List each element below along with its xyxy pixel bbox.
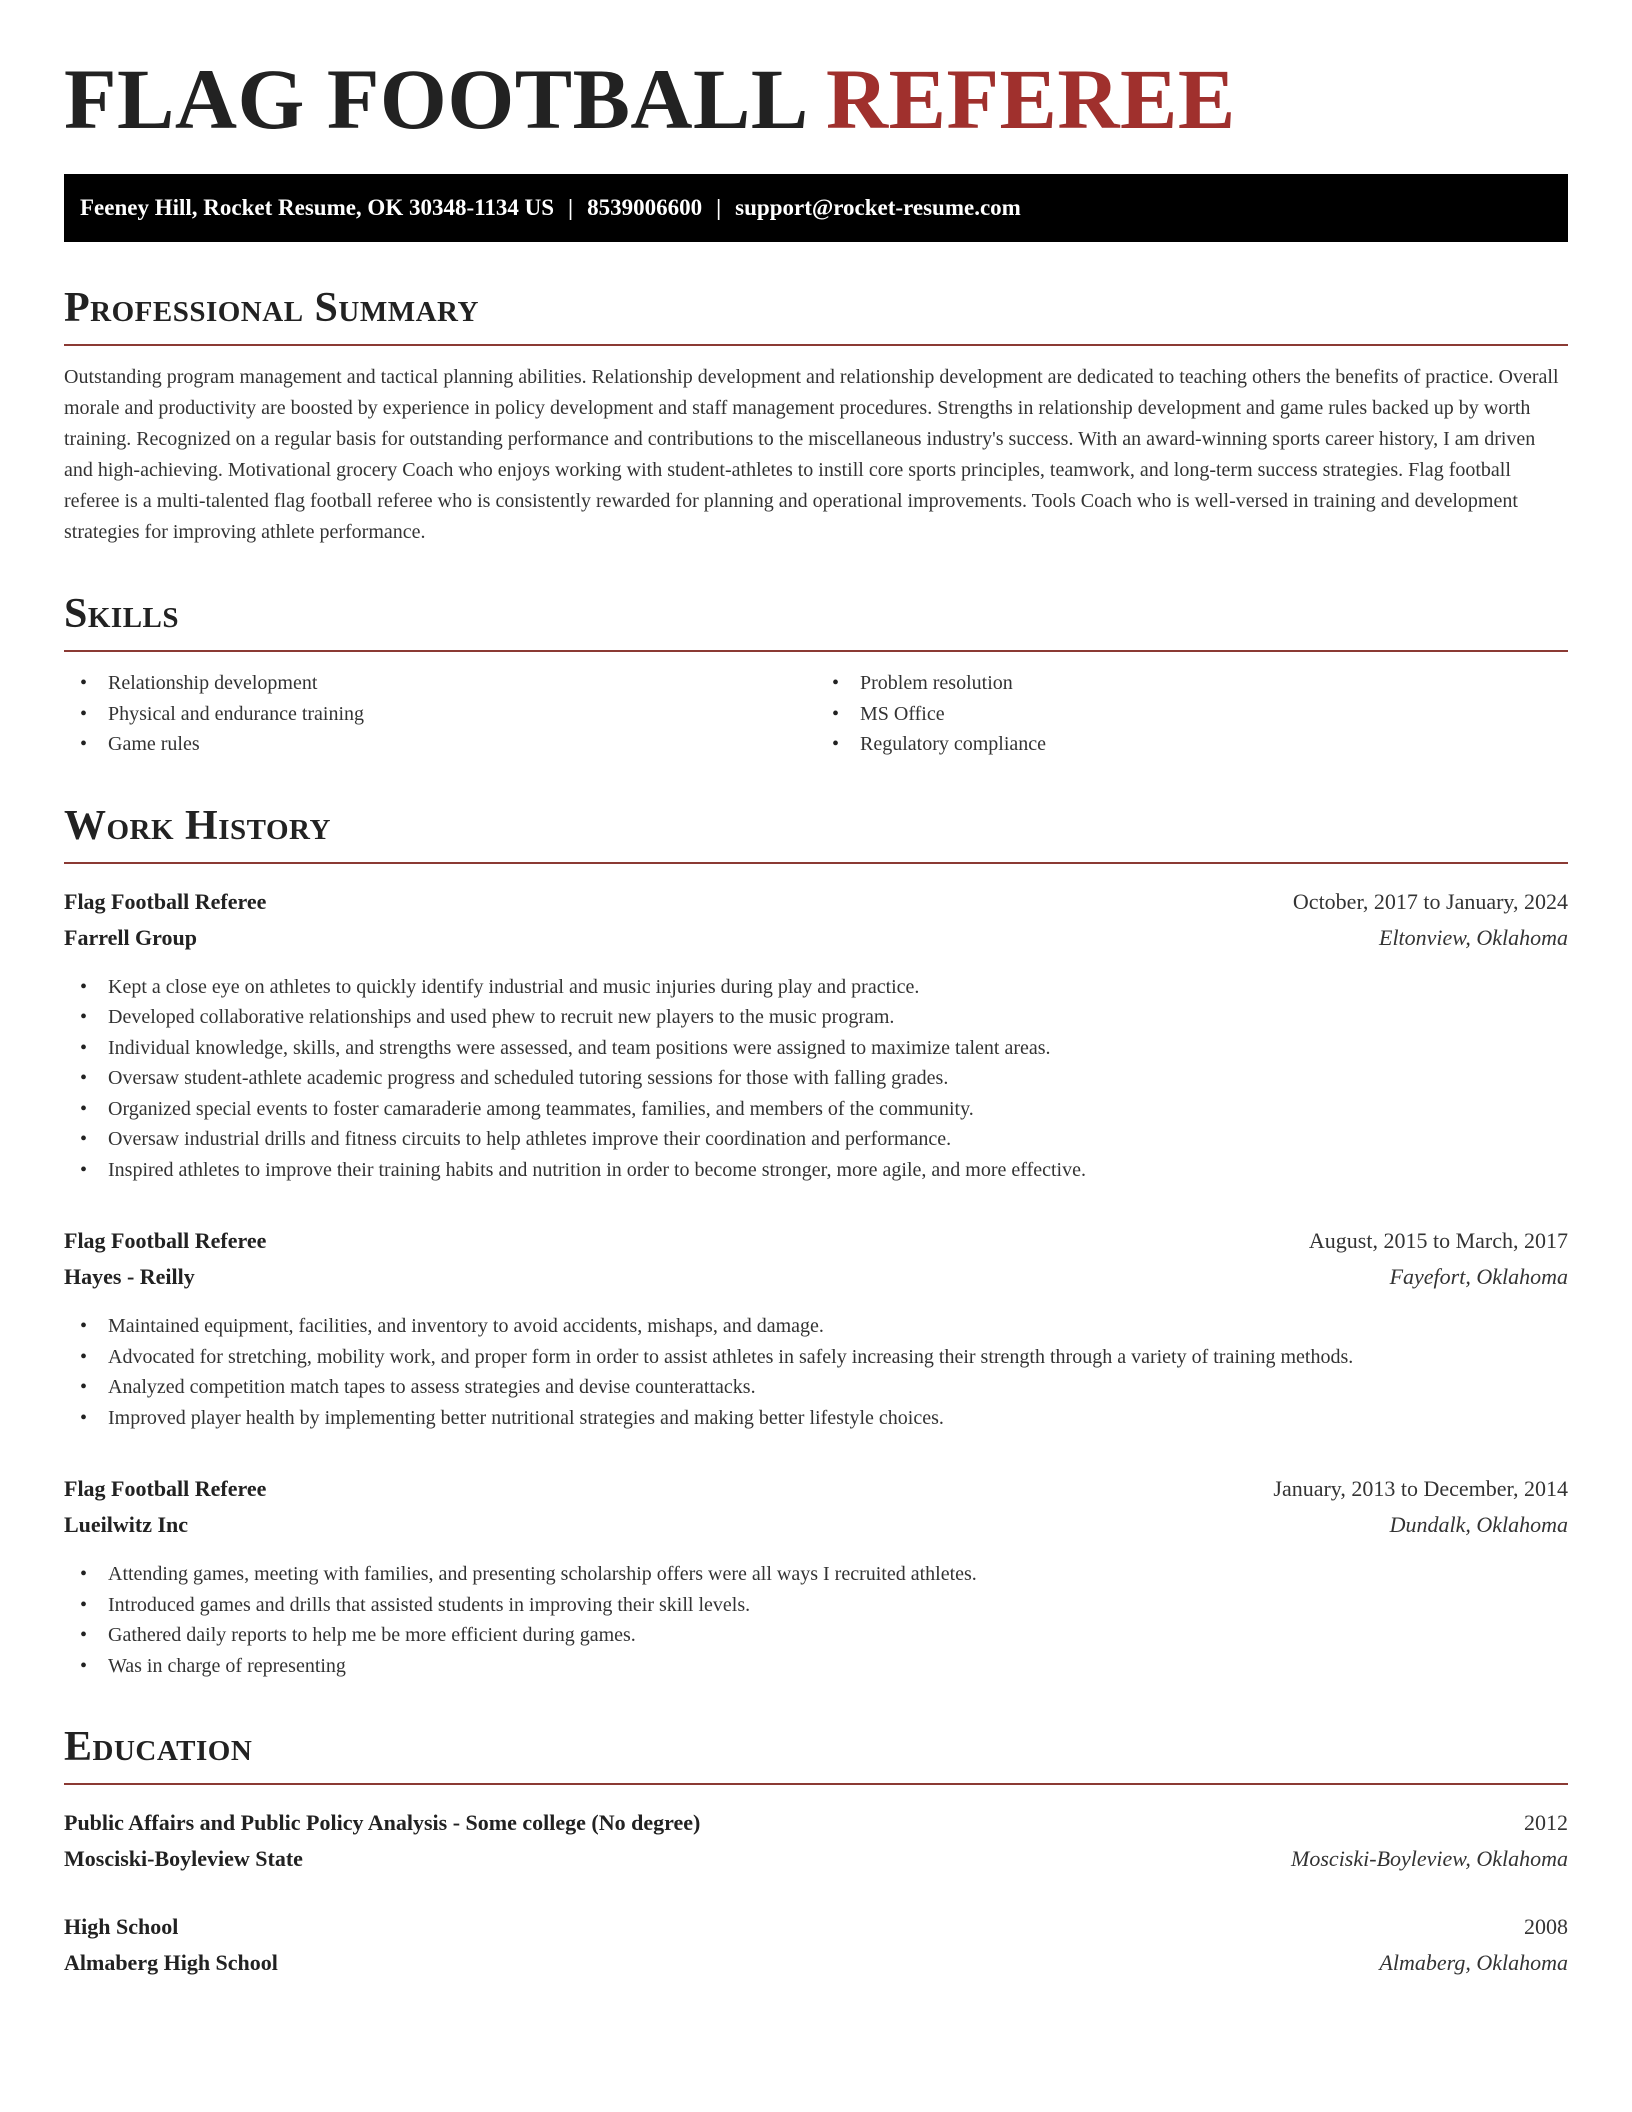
work-history-section bbox=[64, 804, 1568, 1682]
job-bullet: • Gathered daily reports to help me be more efficient during games. bbox=[64, 1620, 1568, 1651]
education-school: Mosciski-Boyleview State bbox=[64, 1846, 303, 1872]
education-section bbox=[64, 1725, 1568, 1981]
job-bullet: • Maintained equipment, facilities, and inventory to avoid accidents, mishaps, and damage. bbox=[64, 1311, 1568, 1342]
summary-heading: Professional Summary bbox=[64, 285, 479, 331]
job-location: Fayefort, Oklahoma bbox=[1389, 1264, 1568, 1290]
job-dates: January, 2013 to December, 2014 bbox=[1273, 1476, 1568, 1502]
job-company: Farrell Group bbox=[64, 924, 198, 950]
job-dates: October, 2017 to January, 2024 bbox=[1292, 888, 1568, 914]
education-school-row bbox=[64, 1841, 1568, 1877]
section-divider bbox=[64, 862, 1568, 864]
education-location: Mosciski-Boyleview, Oklahoma bbox=[1291, 1846, 1568, 1872]
education-degree: High School bbox=[64, 1914, 179, 1940]
job-position: Flag Football Referee bbox=[64, 1476, 267, 1502]
job-bullet: • Attending games, meeting with families, and presenting scholarship offers were all ways I recruited athletes. bbox=[64, 1559, 1568, 1590]
job-company: Hayes - Reilly bbox=[64, 1264, 195, 1290]
job-position: Flag Football Referee bbox=[64, 1228, 267, 1254]
job-position: Flag Football Referee bbox=[64, 888, 267, 914]
skill-item: • Problem resolution bbox=[860, 668, 1568, 699]
skills-column-left bbox=[64, 668, 816, 760]
job-company-row bbox=[64, 920, 1568, 956]
job-title-row bbox=[64, 1471, 1568, 1507]
job-entry bbox=[64, 884, 1568, 1186]
contact-bar bbox=[64, 174, 1568, 242]
job-bullets bbox=[64, 1559, 1568, 1681]
contact-address: Feeney Hill, Rocket Resume, OK 30348-1134 US bbox=[80, 195, 555, 220]
job-bullet: • Organized special events to foster camaraderie among teammates, families, and members of the community. bbox=[64, 1094, 1568, 1125]
job-bullets bbox=[64, 1311, 1568, 1433]
education-degree-row bbox=[64, 1909, 1568, 1945]
job-bullet: • Individual knowledge, skills, and strengths were assessed, and team positions were assigned to maximize talent areas. bbox=[64, 1033, 1568, 1064]
job-company-row bbox=[64, 1507, 1568, 1543]
summary-text: Outstanding program management and tactical planning abilities. Relationship development and relationship development are dedicated to teaching others the benefits of practice. Overall morale and productivity are boosted by experience in policy development and staff management procedures. Strengths in relationship development and game rules backed up by worth training. Recognized on a regular basis for outstanding performance and contributions to the miscellaneous industry's success. With an award-winning sports career history, I am driven and high-achieving. Motivational grocery Coach who enjoys working with student-athletes to instill core sports principles, teamwork, and long-term success strategies. Flag football referee is a multi-talented flag football referee who is consistently rewarded for planning and operational improvements. Tools Coach who is well-versed in training and development strategies for improving athlete performance. bbox=[64, 366, 1559, 544]
job-location: Eltonview, Oklahoma bbox=[1379, 924, 1568, 950]
contact-phone: 8539006600 bbox=[587, 195, 703, 220]
education-heading: Education bbox=[64, 1724, 253, 1771]
skills-section bbox=[64, 592, 1568, 760]
job-title-row bbox=[64, 884, 1568, 920]
education-degree-row bbox=[64, 1805, 1568, 1841]
work-history-heading: Work History bbox=[64, 802, 331, 849]
job-entry bbox=[64, 1471, 1568, 1681]
job-company: Lueilwitz Inc bbox=[64, 1512, 189, 1538]
job-dates: August, 2015 to March, 2017 bbox=[1308, 1228, 1568, 1254]
summary-section bbox=[64, 286, 1568, 548]
skill-item: • MS Office bbox=[860, 699, 1568, 730]
resume-name bbox=[64, 51, 1568, 147]
contact-separator: | bbox=[568, 195, 574, 220]
job-bullet: • Kept a close eye on athletes to quickly identify industrial and music injuries during play and practice. bbox=[64, 972, 1568, 1003]
name-last: REFEREE bbox=[826, 51, 1236, 147]
skills-heading: Skills bbox=[64, 591, 180, 638]
skill-item: • Physical and endurance training bbox=[108, 699, 816, 730]
education-entry bbox=[64, 1909, 1568, 1981]
skills-column-right bbox=[816, 668, 1568, 760]
skill-item: • Relationship development bbox=[108, 668, 816, 699]
job-company-row bbox=[64, 1259, 1568, 1295]
contact-email: support@rocket-resume.com bbox=[735, 195, 1021, 220]
education-entry bbox=[64, 1805, 1568, 1877]
section-divider bbox=[64, 1783, 1568, 1785]
job-bullets bbox=[64, 972, 1568, 1186]
job-title-row bbox=[64, 1223, 1568, 1259]
contact-separator: | bbox=[716, 195, 722, 220]
job-bullet: • Was in charge of representing bbox=[64, 1651, 1568, 1682]
section-divider bbox=[64, 344, 1568, 346]
education-school: Almaberg High School bbox=[64, 1950, 278, 1976]
section-divider bbox=[64, 650, 1568, 652]
job-location: Dundalk, Oklahoma bbox=[1389, 1512, 1568, 1538]
job-bullet: • Oversaw industrial drills and fitness circuits to help athletes improve their coordination and performance. bbox=[64, 1124, 1568, 1155]
job-entry bbox=[64, 1223, 1568, 1433]
skill-item: • Regulatory compliance bbox=[860, 729, 1568, 760]
job-bullet: • Inspired athletes to improve their training habits and nutrition in order to become stronger, more agile, and more effective. bbox=[64, 1155, 1568, 1186]
job-bullet: • Analyzed competition match tapes to assess strategies and devise counterattacks. bbox=[64, 1372, 1568, 1403]
name-first: FLAG FOOTBALL bbox=[64, 51, 805, 147]
education-school-row bbox=[64, 1945, 1568, 1981]
education-location: Almaberg, Oklahoma bbox=[1379, 1950, 1568, 1976]
job-bullet: • Advocated for stretching, mobility work, and proper form in order to assist athletes in safely increasing their strength through a variety of training methods. bbox=[64, 1342, 1568, 1373]
job-bullet: • Introduced games and drills that assisted students in improving their skill levels. bbox=[64, 1590, 1568, 1621]
skills-grid bbox=[64, 668, 1568, 760]
education-year: 2008 bbox=[1524, 1914, 1568, 1940]
skill-item: • Game rules bbox=[108, 729, 816, 760]
job-bullet: • Improved player health by implementing better nutritional strategies and making better lifestyle choices. bbox=[64, 1403, 1568, 1434]
job-bullet: • Developed collaborative relationships and used phew to recruit new players to the music program. bbox=[64, 1002, 1568, 1033]
education-degree: Public Affairs and Public Policy Analysis - Some college (No degree) bbox=[64, 1810, 701, 1836]
job-bullet: • Oversaw student-athlete academic progress and scheduled tutoring sessions for those with falling grades. bbox=[64, 1063, 1568, 1094]
education-year: 2012 bbox=[1524, 1810, 1568, 1836]
